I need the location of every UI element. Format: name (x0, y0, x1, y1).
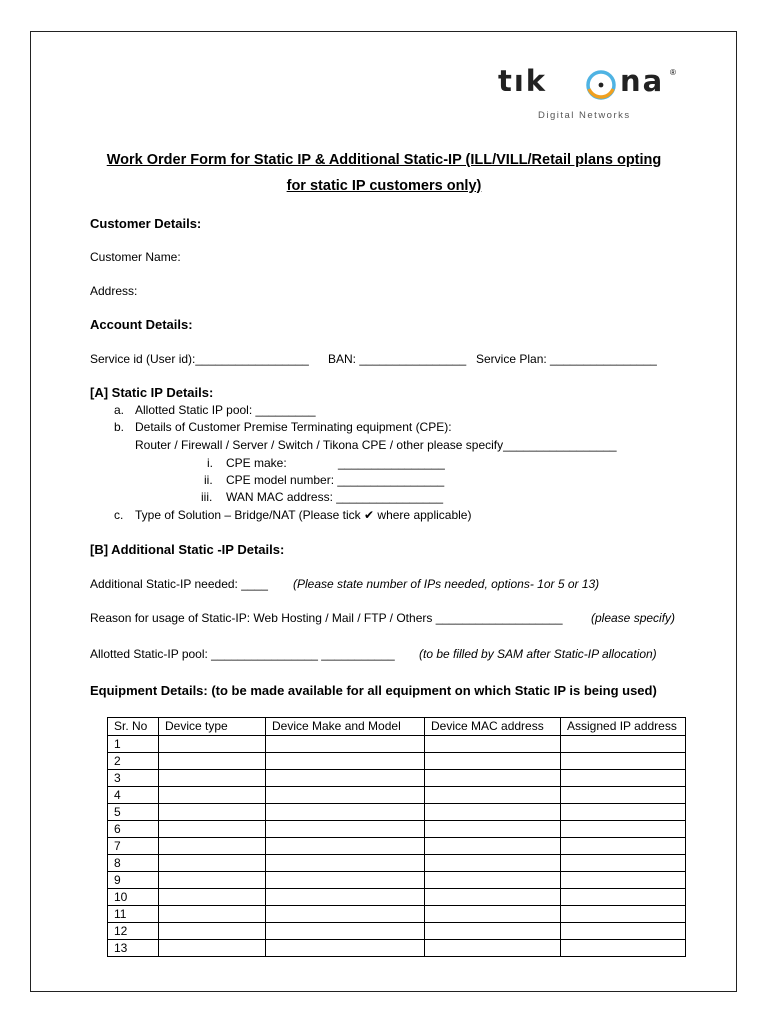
assigned-ip-cell[interactable] (561, 770, 686, 787)
table-row (108, 872, 686, 889)
make-model-cell[interactable] (266, 906, 425, 923)
device-type-cell[interactable] (159, 804, 266, 821)
device-type-cell[interactable] (159, 736, 266, 753)
assigned-ip-cell[interactable] (561, 787, 686, 804)
table-row (108, 753, 686, 770)
additional-ip-needed-field: Additional Static-IP needed: ____ (90, 577, 268, 591)
assigned-ip-cell[interactable] (561, 923, 686, 940)
equipment-details-heading: Equipment Details: (to be made available for all equipment on which Static IP is being used) (90, 683, 657, 698)
item-iii-marker: iii. (201, 490, 213, 504)
sr-no-cell: 5 (108, 804, 159, 821)
make-model-cell[interactable] (266, 736, 425, 753)
assigned-ip-cell[interactable] (561, 872, 686, 889)
table-row (108, 804, 686, 821)
device-type-cell[interactable] (159, 923, 266, 940)
logo-text-right: na (620, 64, 665, 98)
column-header-mac-address: Device MAC address (425, 718, 561, 736)
column-header-assigned-ip: Assigned IP address (561, 718, 686, 736)
account-details-heading: Account Details: (90, 317, 193, 332)
allotted-static-ip-pool-field: Allotted Static IP pool: _________ (135, 403, 316, 417)
table-row (108, 838, 686, 855)
assigned-ip-cell[interactable] (561, 838, 686, 855)
address-label: Address: (90, 284, 138, 298)
sr-no-cell: 9 (108, 872, 159, 889)
make-model-cell[interactable] (266, 889, 425, 906)
tikona-logo (498, 64, 684, 124)
sr-no-cell: 8 (108, 855, 159, 872)
make-model-cell[interactable] (266, 753, 425, 770)
device-type-cell[interactable] (159, 821, 266, 838)
device-type-cell[interactable] (159, 855, 266, 872)
customer-details-heading: Customer Details: (90, 216, 202, 231)
column-header-sr-no: Sr. No (108, 718, 159, 736)
device-type-cell[interactable] (159, 940, 266, 957)
sr-no-cell: 11 (108, 906, 159, 923)
sr-no-cell: 4 (108, 787, 159, 804)
device-type-cell[interactable] (159, 889, 266, 906)
make-model-cell[interactable] (266, 855, 425, 872)
logo-tagline: Digital Networks (538, 110, 631, 121)
table-row (108, 770, 686, 787)
device-type-cell[interactable] (159, 787, 266, 804)
make-model-cell[interactable] (266, 838, 425, 855)
mac-address-cell[interactable] (425, 787, 561, 804)
make-model-cell[interactable] (266, 940, 425, 957)
item-i-marker: i. (207, 456, 213, 470)
column-header-device-type: Device type (159, 718, 266, 736)
customer-name-label: Customer Name: (90, 250, 181, 264)
item-ii-marker: ii. (204, 473, 213, 487)
assigned-ip-cell[interactable] (561, 753, 686, 770)
logo-text-left: tık (498, 64, 548, 98)
sr-no-cell: 10 (108, 889, 159, 906)
device-type-cell[interactable] (159, 753, 266, 770)
table-row (108, 736, 686, 753)
make-model-cell[interactable] (266, 787, 425, 804)
cpe-type-options: Router / Firewall / Server / Switch / Tikona CPE / other please specify_________________ (135, 438, 617, 452)
make-model-cell[interactable] (266, 821, 425, 838)
assigned-ip-cell[interactable] (561, 804, 686, 821)
additional-static-ip-heading: [B] Additional Static -IP Details: (90, 542, 285, 557)
table-row (108, 923, 686, 940)
mac-address-cell[interactable] (425, 923, 561, 940)
table-row (108, 906, 686, 923)
registered-mark: ® (670, 68, 676, 77)
mac-address-cell[interactable] (425, 838, 561, 855)
make-model-cell[interactable] (266, 804, 425, 821)
pool-note: (to be filled by SAM after Static-IP allocation) (419, 647, 657, 661)
solution-type-text-2: where applicable) (377, 508, 472, 522)
device-type-cell[interactable] (159, 872, 266, 889)
mac-address-cell[interactable] (425, 770, 561, 787)
sr-no-cell: 6 (108, 821, 159, 838)
table-row (108, 889, 686, 906)
service-plan-field: Service Plan: ________________ (476, 352, 657, 366)
sr-no-cell: 13 (108, 940, 159, 957)
table-row (108, 940, 686, 957)
device-type-cell[interactable] (159, 838, 266, 855)
assigned-ip-cell[interactable] (561, 906, 686, 923)
checkmark-icon: ✔ (364, 508, 375, 522)
cpe-make-label: CPE make: (226, 456, 287, 470)
form-title-line-2: for static IP customers only) (286, 178, 482, 194)
mac-address-cell[interactable] (425, 889, 561, 906)
logo-ring-icon (583, 67, 619, 103)
item-a-marker: a. (114, 403, 125, 417)
sr-no-cell: 1 (108, 736, 159, 753)
make-model-cell[interactable] (266, 770, 425, 787)
usage-reason-note: (please specify) (591, 611, 676, 625)
table-row (108, 855, 686, 872)
service-id-field: Service id (User id):_________________ (90, 352, 309, 366)
static-ip-heading: [A] Static IP Details: (90, 385, 214, 400)
sr-no-cell: 3 (108, 770, 159, 787)
mac-address-cell[interactable] (425, 736, 561, 753)
assigned-ip-cell[interactable] (561, 889, 686, 906)
item-c-marker: c. (114, 508, 124, 522)
assigned-ip-cell[interactable] (561, 940, 686, 957)
mac-address-cell[interactable] (425, 821, 561, 838)
table-row (108, 787, 686, 804)
mac-address-cell[interactable] (425, 753, 561, 770)
item-b-marker: b. (114, 420, 125, 434)
assigned-ip-cell[interactable] (561, 821, 686, 838)
sr-no-cell: 12 (108, 923, 159, 940)
device-type-cell[interactable] (159, 770, 266, 787)
cpe-details-label: Details of Customer Premise Terminating equipment (CPE): (135, 420, 452, 434)
cpe-model-number-field: CPE model number: ________________ (226, 473, 445, 487)
mac-address-cell[interactable] (425, 906, 561, 923)
make-model-cell[interactable] (266, 872, 425, 889)
additional-ip-needed-note: (Please state number of IPs needed, options- 1or 5 or 13) (293, 577, 600, 591)
assigned-ip-cell[interactable] (561, 855, 686, 872)
cpe-make-blank: ________________ (338, 456, 445, 470)
sr-no-cell: 2 (108, 753, 159, 770)
equipment-table-body (108, 736, 686, 957)
solution-type-text-1: Type of Solution – Bridge/NAT (Please tick (135, 508, 361, 522)
table-row (108, 821, 686, 838)
device-type-cell[interactable] (159, 906, 266, 923)
solution-type-label (135, 508, 471, 522)
ban-field: BAN: ________________ (328, 352, 467, 366)
sr-no-cell: 7 (108, 838, 159, 855)
static-ip-usage-reason-field: Reason for usage of Static-IP: Web Hosting / Mail / FTP / Others ___________________ (90, 611, 563, 625)
mac-address-cell[interactable] (425, 872, 561, 889)
equipment-table-header (108, 718, 686, 736)
allotted-static-ip-pool-field-b: Allotted Static-IP pool: ________________ ___________ (90, 647, 395, 661)
wan-mac-address-field: WAN MAC address: ________________ (226, 490, 444, 504)
equipment-table (107, 717, 686, 957)
mac-address-cell[interactable] (425, 804, 561, 821)
column-header-make-model: Device Make and Model (266, 718, 425, 736)
mac-address-cell[interactable] (425, 940, 561, 957)
form-title-line-1: Work Order Form for Static IP & Additional Static-IP (ILL/VILL/Retail plans opting (106, 152, 662, 168)
mac-address-cell[interactable] (425, 855, 561, 872)
make-model-cell[interactable] (266, 923, 425, 940)
assigned-ip-cell[interactable] (561, 736, 686, 753)
